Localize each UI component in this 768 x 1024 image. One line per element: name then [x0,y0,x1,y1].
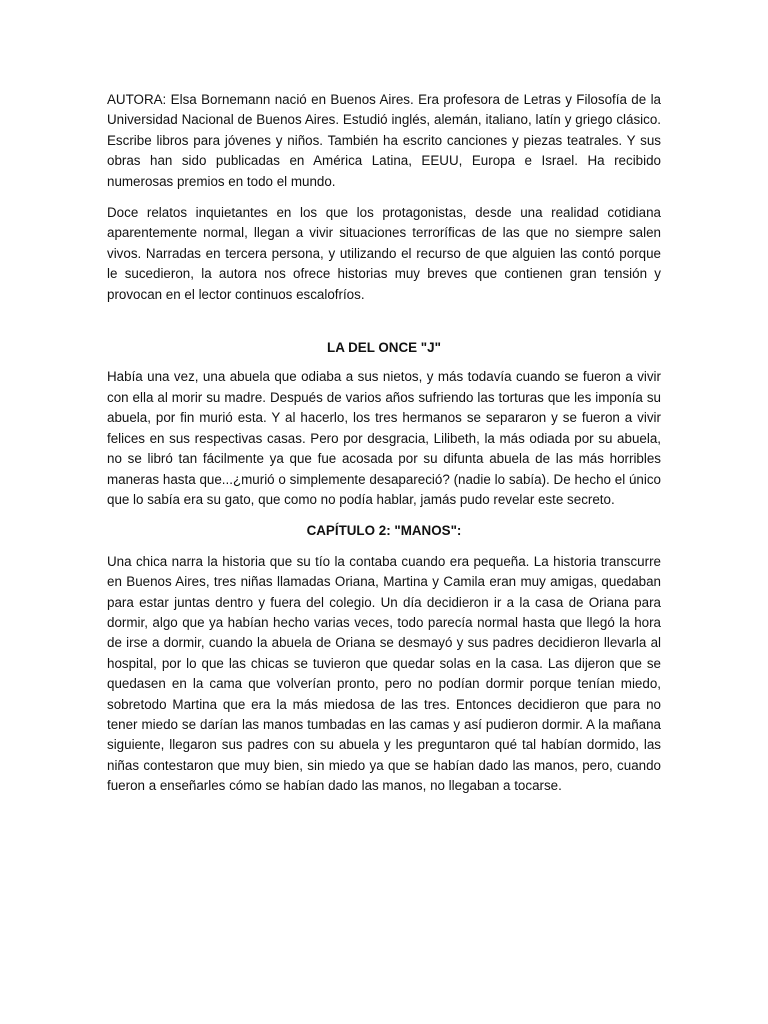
summary-paragraph: Doce relatos inquietantes en los que los protagonistas, desde una realidad cotidiana aparentemente normal, llegan a vivir situaciones terroríficas de las que no siempre salen vivos. Narradas en tercera persona, y utilizando el recurso de que alguien las contó porque le sucedieron, la autora nos ofrece historias muy breves que contienen gran tensión y provocan en el lector continuos escalofríos. [107,205,661,302]
author-paragraph [107,90,661,192]
story1-title: LA DEL ONCE "J" [327,340,441,356]
story2-paragraph: Una chica narra la historia que su tío la contaba cuando era pequeña. La historia transcurre en Buenos Aires, tres niñas llamadas Oriana, Martina y Camila eran muy amigas, quedaban para estar juntas dentro y fuera del colegio. Un día decidieron ir a la casa de Oriana para dormir, algo que ya habían hecho varias veces, todo parecía normal hasta que llegó la hora de irse a dormir, cuando la abuela de Oriana se desmayó y sus padres decidieron llevarla al hospital, por lo que las chicas se tuvieron que quedar solas en la casa. Las dijeron que se quedasen en la cama que volverían pronto, pero no podían dormir porque tenían miedo, sobretodo Martina que era la más miedosa de las tres. Entonces decidieron que para no tener miedo se darían las manos tumbadas en las camas y así pudieron dormir. A la mañana siguiente, llegaron sus padres con su abuela y les preguntaron qué tal habían dormido, las niñas contestaron que muy bien, sin miedo ya que se habían dado las manos, pero, cuando fueron a enseñarles cómo se habían dado las manos, no llegaban a tocarse. [107,553,661,794]
author-text: Elsa Bornemann nació en Buenos Aires. Era profesora de Letras y Filosofía de la Universidad Nacional de Buenos Aires. Estudió inglés, alemán, italiano, latín y griego clásico. Escribe libros para jóvenes y niños. También ha escrito canciones y piezas teatrales. Y sus obras han sido publicadas en América Latina, EEUU, Europa e Israel. Ha recibido numerosas premios en todo el mundo. [107,92,661,189]
document-page [107,90,661,808]
story1-paragraph: Había una vez, una abuela que odiaba a sus nietos, y más todavía cuando se fueron a vivir con ella al morir su madre. Después de varios años sufriendo las torturas que les imponía su abuela, por fin murió esta. Y al hacerlo, los tres hermanos se separaron y se fueron a vivir felices en sus respectivas casas. Pero por desgracia, Lilibeth, la más odiada por su abuela, no se libró tan fácilmente ya que fue acosada por su difunta abuela de las más horribles maneras hasta que...¿murió o simplemente desapareció? (nadie lo sabía). De hecho el único que lo sabía era su gato, que como no podía hablar, jamás pudo revelar este secreto. [107,369,661,507]
story2-title: CAPÍTULO 2: "MANOS": [306,523,462,539]
author-label: AUTORA: [107,92,167,107]
